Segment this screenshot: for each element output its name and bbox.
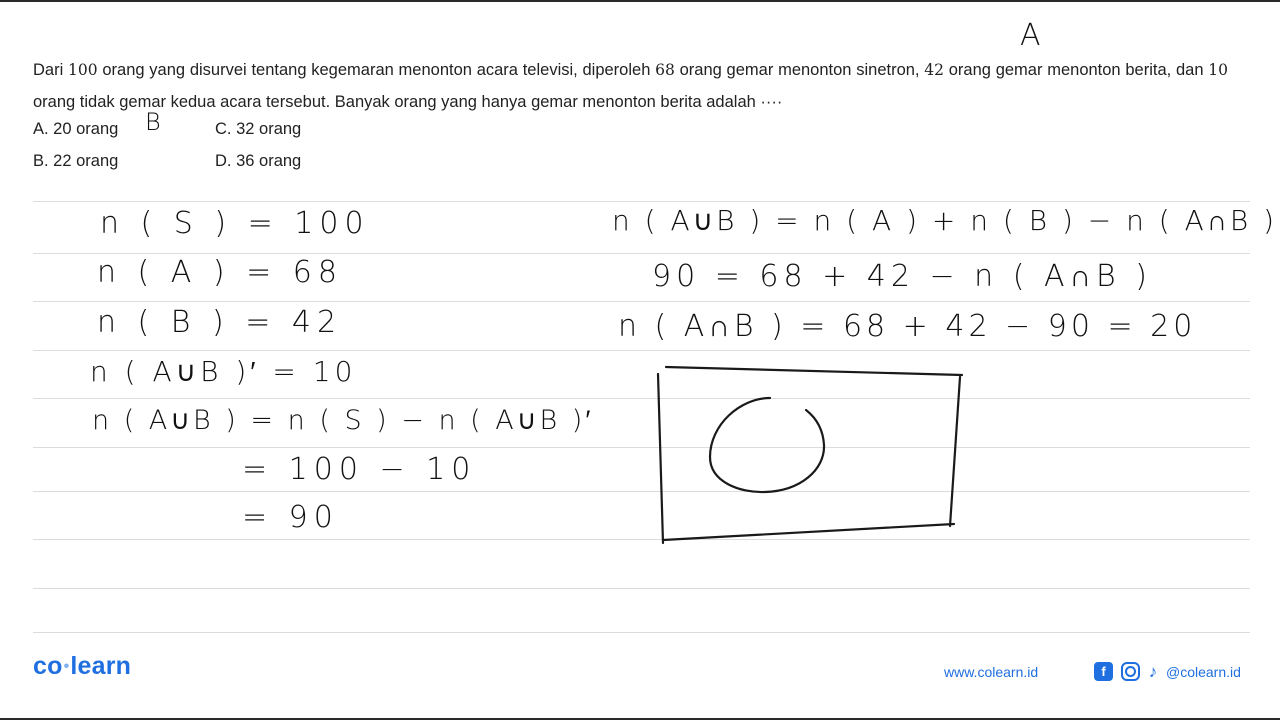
answer-mark: A: [1020, 18, 1041, 53]
work-left-line-3: n ( B ) = 42: [97, 305, 343, 340]
work-left-line-1: n ( S ) = 100: [100, 206, 370, 241]
question-part-4: orang gemar menonton berita, dan: [944, 61, 1209, 79]
venn-circle: [710, 398, 824, 492]
question-sinetron: 68: [655, 61, 675, 79]
work-right-line-1: n ( A∪B ) = n ( A ) + n ( B ) − n ( A∩B ): [612, 204, 1278, 237]
question-part-3: orang gemar menonton sinetron,: [674, 61, 925, 79]
option-a[interactable]: A. 20 orang: [33, 120, 119, 138]
venn-rect-bottom: [663, 524, 954, 540]
question-berita: 42: [924, 61, 944, 79]
work-left-line-4: n ( A∪B )′ = 10: [90, 355, 357, 388]
venn-rect-left: [658, 374, 663, 543]
social-handle[interactable]: @colearn.id: [1166, 664, 1241, 680]
tiktok-icon[interactable]: ♪: [1148, 661, 1158, 681]
brand-part-2: learn: [70, 652, 132, 680]
work-left-line-7: = 90: [242, 500, 339, 535]
option-d[interactable]: D. 36 orang: [215, 152, 302, 170]
brand-part-1: co: [33, 652, 63, 680]
work-right-line-3: n ( A∩B ) = 68 + 42 − 90 = 20: [618, 309, 1197, 344]
question-part-5: orang tidak gemar kedua acara tersebut. Banyak orang yang hanya gemar menonton berita adalah ····: [33, 93, 783, 111]
option-b[interactable]: B. 22 orang: [33, 152, 119, 170]
brand-logo[interactable]: [33, 652, 131, 681]
venn-rect-top: [666, 367, 962, 375]
brand-dot: •: [63, 658, 70, 675]
question-total: 100: [68, 61, 98, 79]
question-part-2: orang yang disurvei tentang kegemaran menonton acara televisi, diperoleh: [97, 61, 656, 79]
work-right-line-2: 90 = 68 + 42 − n ( A∩B ): [652, 259, 1152, 294]
website-link[interactable]: www.colearn.id: [944, 664, 1039, 680]
work-left-line-6: = 100 − 10: [242, 452, 477, 487]
side-mark: B: [145, 108, 161, 136]
venn-rect-right: [950, 377, 960, 526]
facebook-icon[interactable]: f: [1094, 662, 1113, 681]
question-part-1: Dari: [33, 61, 69, 79]
work-left-line-2: n ( A ) = 68: [97, 255, 343, 290]
work-left-line-5: n ( A∪B ) = n ( S ) − n ( A∪B )′: [92, 405, 594, 436]
instagram-icon[interactable]: [1121, 662, 1140, 681]
option-c[interactable]: C. 32 orang: [215, 120, 302, 138]
question-neither: 10: [1208, 61, 1228, 79]
